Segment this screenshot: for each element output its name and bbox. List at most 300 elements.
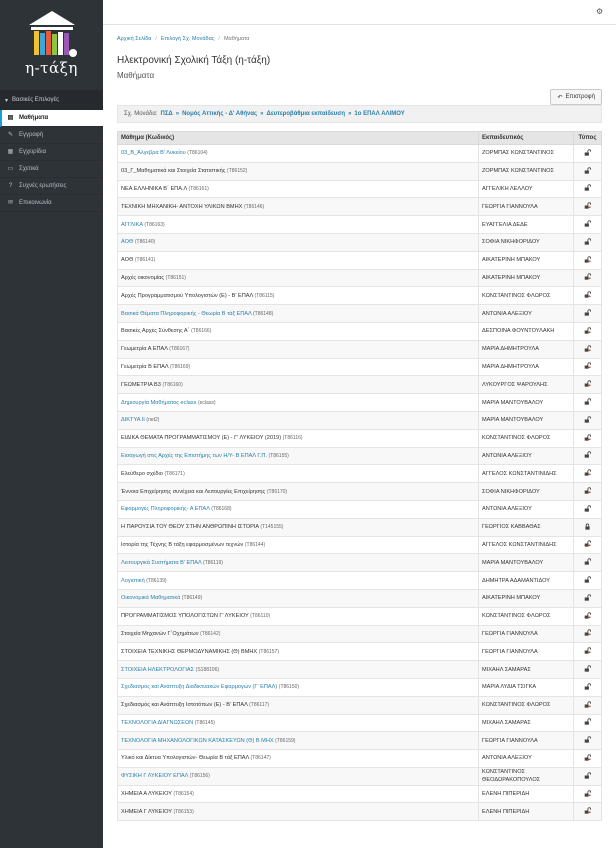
sidebar-item-manuals[interactable] <box>0 144 103 161</box>
login-lock-icon <box>584 490 591 496</box>
table-row <box>118 518 602 536</box>
unlocked-icon <box>584 312 591 318</box>
type-cell <box>574 376 602 394</box>
type-cell <box>574 180 602 198</box>
type-cell <box>574 340 602 358</box>
course-code: (T86104) <box>187 150 208 157</box>
type-cell <box>574 554 602 572</box>
type-cell <box>574 589 602 607</box>
course-name: Η ΠΑΡΟΥΣΙΑ ΤΟΥ ΘΕΟΥ ΣΤΗΝ ΑΝΘΡΩΠΙΝΗ ΙΣΤΟΡΙΑ <box>121 524 259 531</box>
teacher-cell: ΑΓΓΕΛΟΣ ΚΩΝΣΤΑΝΤΙΝΙΔΗΣ <box>479 465 574 483</box>
type-cell <box>574 483 602 501</box>
page-title: Ηλεκτρονική Σχολική Τάξη (η-τάξη) <box>117 55 271 66</box>
header-type: Τύπος <box>574 132 602 145</box>
type-cell <box>574 625 602 643</box>
login-lock-icon <box>584 543 591 549</box>
course-code: (T145155) <box>260 524 284 531</box>
teacher-cell: ΑΓΓΕΛΟΣ ΚΩΝΣΤΑΝΤΙΝΙΔΗΣ <box>479 536 574 554</box>
course-name: Αρχές Προγραμματισμού Υπολογιστών (Ε) - Β' ΕΠΑΛ <box>121 292 253 299</box>
table-row <box>118 322 602 340</box>
table-row <box>118 536 602 554</box>
table-row <box>118 287 602 305</box>
course-name: Υλικό και Δίκτυα Υπολογιστών- Θεωρία Β τάξ ΕΠΑΛ <box>121 755 249 762</box>
table-row <box>118 625 602 643</box>
sidebar-section-title[interactable] <box>0 90 103 110</box>
course-cell <box>118 572 479 590</box>
course-name[interactable]: Λειτουργικά Συστήματα Β' ΕΠΑΛ <box>121 559 202 566</box>
type-cell <box>574 394 602 412</box>
unlocked-icon <box>584 739 591 745</box>
course-code: (T86154) <box>173 791 194 798</box>
course-name: ΧΗΜΕΙΑ Γ ΛΥΚΕΙΟΥ <box>121 808 172 815</box>
course-name: ΠΡΟΓΡΑΜΜΑΤΙΣΜΟΣ ΥΠΟΛΟΓΙΣΤΩΝ Γ' ΛΥΚΕΙΟΥ <box>121 613 249 620</box>
sidebar-menu <box>0 110 103 212</box>
course-name[interactable]: Εισαγωγή στις Αρχές της Επιστήμης των Η/Υ- Β ΕΠΑΛ Γ.Π. <box>121 452 267 459</box>
type-cell <box>574 607 602 625</box>
table-header-row <box>118 132 602 145</box>
top-bar <box>103 0 616 25</box>
course-cell <box>118 607 479 625</box>
course-code: (T86110) <box>250 613 271 620</box>
course-cell <box>118 233 479 251</box>
back-arrow-icon: ↶ <box>557 94 563 101</box>
breadcrumb-home[interactable]: Αρχική Σελίδα <box>117 36 152 42</box>
table-row <box>118 251 602 269</box>
course-name[interactable]: ΤΕΧΝΟΛΟΓΙΑ ΔΙΑΓΝΩΣΕΩΝ <box>121 719 194 726</box>
sidebar <box>0 0 103 848</box>
table-row <box>118 340 602 358</box>
teacher-cell: ΕΛΕΝΗ ΠΙΠΕΡΙΔΗ <box>479 785 574 803</box>
teacher-cell: ΓΕΩΡΓΙΑ ΓΙΑΝΝΟΥΛΑ <box>479 643 574 661</box>
unlocked-icon <box>584 187 591 193</box>
course-name[interactable]: ΦΥΣΙΚΗ Γ ΛΥΚΕΙΟΥ ΕΠΑΛ <box>121 773 189 780</box>
unit-school: 1ο ΕΠΑΛ ΑΛΙΜΟΥ <box>354 111 405 117</box>
table-row <box>118 216 602 234</box>
course-name[interactable]: ΤΕΧΝΟΛΟΓΙΑ ΜΗΧΑΝΟΛΟΓΙΚΩΝ ΚΑΤΑΣΚΕΥΩΝ (Θ) Β ΜΗΧ <box>121 737 274 744</box>
table-row <box>118 180 602 198</box>
table-row <box>118 572 602 590</box>
course-code: (T86163) <box>144 221 165 228</box>
gear-icon[interactable]: ⚙ <box>596 7 604 16</box>
type-cell <box>574 358 602 376</box>
course-code: (T86141) <box>134 257 156 264</box>
course-code: (T86170) <box>266 488 288 495</box>
sidebar-item-label: Επικοινωνία <box>19 200 52 206</box>
course-code: (S188106) <box>195 666 220 673</box>
type-cell <box>574 661 602 679</box>
teacher-cell: ΚΩΝΣΤΑΝΤΙΝΟΣ ΘΕΟΔΩΡΑΚΟΠΟΥΛΟΣ <box>479 767 574 785</box>
teacher-cell: ΑΝΤΩΝΙΑ ΑΛΕΞΙΟΥ <box>479 447 574 465</box>
course-code: (T86150) <box>278 684 300 691</box>
unit-path-level[interactable]: Δευτεροβάθμια εκπαίδευση <box>266 111 346 117</box>
table-row <box>118 500 602 518</box>
chevron-down-icon: ▾ <box>5 97 9 104</box>
main-content <box>103 25 616 848</box>
course-cell <box>118 803 479 821</box>
course-code: (T86171) <box>164 470 185 477</box>
courses-table <box>117 131 602 821</box>
table-row <box>118 198 602 216</box>
teacher-cell: ΚΩΝΣΤΑΝΤΙΝΟΣ ΦΛΩΡΟΣ <box>479 429 574 447</box>
login-lock-icon <box>584 259 591 265</box>
school-unit-bar <box>117 105 602 123</box>
table-row <box>118 465 602 483</box>
course-name: ΓΕΩΜΕΤΡΙΑ Β3 <box>121 381 161 388</box>
sidebar-item-label: Σχετικά <box>19 166 39 172</box>
course-cell <box>118 518 479 536</box>
back-button[interactable] <box>550 89 602 105</box>
login-lock-icon <box>584 276 591 282</box>
breadcrumb <box>117 36 602 42</box>
teacher-cell: ΑΙΚΑΤΕΡΙΝΗ ΜΠΑΚΟΥ <box>479 251 574 269</box>
logo[interactable] <box>0 0 103 84</box>
course-code: (T86155) <box>268 452 289 459</box>
course-code: (T86166) <box>191 328 212 335</box>
teacher-cell: ΜΑΡΙΑ ΔΗΜΗΤΡΟΥΛΑ <box>479 358 574 376</box>
course-name[interactable]: Εφαρμογές Πληροφορικής- Α ΕΠΑΛ <box>121 506 210 513</box>
teacher-cell: ΣΟΦΙΑ ΝΙΚΗΦΟΡΙΔΟΥ <box>479 233 574 251</box>
sidebar-item-label: Εγχειρίδια <box>19 149 47 155</box>
course-cell <box>118 465 479 483</box>
teacher-cell: ΕΛΕΝΗ ΠΙΠΕΡΙΔΗ <box>479 803 574 821</box>
table-row <box>118 162 602 180</box>
edit-icon: ✎ <box>7 131 14 138</box>
unlocked-icon <box>584 721 591 727</box>
table-row <box>118 447 602 465</box>
question-icon: ? <box>8 182 13 189</box>
header-course: Μάθημα (Κωδικός) <box>118 132 479 145</box>
teacher-cell: ΔΗΜΗΤΡΑ ΑΔΑΜΑΝΤΙΔΟΥ <box>479 572 574 590</box>
course-code: (T86149) <box>181 595 203 602</box>
type-cell <box>574 305 602 323</box>
course-code: (T86146) <box>243 203 265 210</box>
course-code: (T86145) <box>194 719 216 726</box>
course-code: (T86160) <box>162 381 183 388</box>
teacher-cell: ΜΑΡΙΑ ΔΗΜΗΤΡΟΥΛΑ <box>479 340 574 358</box>
course-name: 03_Γ_Μαθηματικά και Στοιχεία Στατιστικής <box>121 168 226 175</box>
course-name: Στοιχεία Μηχανών Γ΄Οχημάτων <box>121 630 199 637</box>
type-cell <box>574 251 602 269</box>
type-cell <box>574 198 602 216</box>
course-name[interactable]: Λογιστική <box>121 577 145 584</box>
course-cell <box>118 322 479 340</box>
type-cell <box>574 145 602 163</box>
type-cell <box>574 732 602 750</box>
course-code: (T86144) <box>244 541 266 548</box>
header-teacher: Εκπαιδευτικός <box>479 132 574 145</box>
course-code: (T86161) <box>188 185 209 192</box>
course-cell <box>118 625 479 643</box>
course-cell <box>118 340 479 358</box>
course-code: (T86140) <box>134 239 156 246</box>
type-cell <box>574 465 602 483</box>
type-cell <box>574 162 602 180</box>
back-button-label: Επιστροφή <box>565 94 595 100</box>
course-cell <box>118 145 479 163</box>
teacher-cell: ΚΩΝΣΤΑΝΤΙΝΟΣ ΦΛΩΡΟΣ <box>479 607 574 625</box>
login-lock-icon <box>584 205 591 211</box>
type-cell <box>574 322 602 340</box>
course-code: (T86115) <box>254 292 275 299</box>
course-cell <box>118 554 479 572</box>
course-cell <box>118 661 479 679</box>
course-code: (T86157) <box>258 648 280 655</box>
teacher-cell: ΖΟΡΜΠΑΣ ΚΩΝΣΤΑΝΤΙΝΟΣ <box>479 162 574 180</box>
type-cell <box>574 518 602 536</box>
course-name: Έννοια Επιχείρησης συνέχεια και Λειτουργίες Επιχείρησης <box>121 488 266 495</box>
unlocked-icon <box>584 170 591 176</box>
teacher-cell: ΣΟΦΙΑ ΝΙΚΗΦΟΡΙΔΟΥ <box>479 483 574 501</box>
course-cell <box>118 198 479 216</box>
teacher-cell: ΜΙΧΑΗΛ ΣΑΜΑΡΑΣ <box>479 714 574 732</box>
login-lock-icon <box>584 330 591 336</box>
type-cell <box>574 233 602 251</box>
teacher-cell: ΜΙΧΑΗΛ ΣΑΜΑΡΑΣ <box>479 661 574 679</box>
teacher-cell: ΖΟΡΜΠΑΣ ΚΩΝΣΤΑΝΤΙΝΟΣ <box>479 145 574 163</box>
type-cell <box>574 803 602 821</box>
teacher-cell: ΓΕΩΡΓΙΑ ΓΙΑΝΝΟΥΛΑ <box>479 732 574 750</box>
login-lock-icon <box>584 294 591 300</box>
teacher-cell: ΑΝΤΩΝΙΑ ΑΛΕΞΙΟΥ <box>479 305 574 323</box>
teacher-cell: ΜΑΡΙΑ ΜΑΝΤΟΥΒΑΛΟΥ <box>479 411 574 429</box>
course-name: ΧΗΜΕΙΑ Α ΛΥΚΕΙΟΥ <box>121 791 172 798</box>
unit-separator: » <box>260 111 264 117</box>
unlocked-icon <box>584 508 591 514</box>
unlocked-icon <box>584 401 591 407</box>
course-cell <box>118 287 479 305</box>
type-cell <box>574 447 602 465</box>
table-row <box>118 145 602 163</box>
unit-path-prefecture[interactable]: Νομός Αττικής - Δ' Αθήνας <box>182 111 258 117</box>
type-cell <box>574 500 602 518</box>
course-code: (T86151) <box>165 274 186 281</box>
table-row <box>118 696 602 714</box>
unlocked-icon <box>584 419 591 425</box>
table-row <box>118 394 602 412</box>
course-code: (T86156) <box>189 773 210 780</box>
course-cell <box>118 305 479 323</box>
teacher-cell: ΓΕΩΡΓΙΑ ΓΙΑΝΝΟΥΛΑ <box>479 198 574 216</box>
teacher-cell: ΕΥΑΓΓΕΛΙΑ ΔΕΔΕ <box>479 216 574 234</box>
sidebar-item-faq[interactable] <box>0 178 103 195</box>
unlocked-icon <box>584 668 591 674</box>
course-code: (eclass) <box>197 399 216 406</box>
type-cell <box>574 678 602 696</box>
teacher-cell: ΑΝΤΩΝΙΑ ΑΛΕΞΙΟΥ <box>479 750 574 768</box>
login-lock-icon <box>584 793 591 799</box>
course-name: Ιστορία της Τέχνης Β τάξη εφαρμοσμένων τεχνών <box>121 541 244 548</box>
unit-separator: » <box>348 111 352 117</box>
course-name[interactable]: ΑΟΘ <box>121 239 134 246</box>
teacher-cell: ΜΑΡΙΑ ΛΥΔΙΑ ΤΣΙΓΚΑ <box>479 678 574 696</box>
breadcrumb-select-unit[interactable]: Επιλογή Σχ. Μονάδας <box>160 36 215 42</box>
course-name: Ελεύθερο σχέδιο <box>121 470 163 477</box>
unlocked-icon <box>584 152 591 158</box>
sidebar-item-label: Συχνές ερωτήσεις <box>19 183 67 189</box>
teacher-cell: ΜΑΡΙΑ ΜΑΝΤΟΥΒΑΛΟΥ <box>479 554 574 572</box>
sidebar-item-label: Μαθήματα <box>19 115 49 121</box>
course-cell <box>118 411 479 429</box>
course-code: (T86147) <box>250 755 271 762</box>
course-cell <box>118 732 479 750</box>
course-cell <box>118 500 479 518</box>
teacher-cell: ΑΓΓΕΛΙΚΗ ΛΕΛΛΟΥ <box>479 180 574 198</box>
course-code: (T86142) <box>200 630 221 637</box>
envelope-icon: ✉ <box>7 199 14 206</box>
manual-icon: ▦ <box>7 148 14 155</box>
teacher-cell: ΑΝΤΩΝΙΑ ΑΛΕΞΙΟΥ <box>479 500 574 518</box>
teacher-cell: ΔΕΣΠΟΙΝΑ ΦΟΥΝΤΟΥΛΑΚΗ <box>479 322 574 340</box>
table-row <box>118 643 602 661</box>
type-cell <box>574 287 602 305</box>
course-name: Αρχές οικονομίας <box>121 274 165 281</box>
course-name: ΑΟΘ <box>121 257 134 264</box>
type-cell <box>574 269 602 287</box>
unlocked-icon <box>584 686 591 692</box>
book-icon: ▤ <box>7 114 14 121</box>
login-lock-icon <box>584 615 591 621</box>
login-lock-icon <box>584 650 591 656</box>
breadcrumb-current: Μαθήματα <box>223 36 250 42</box>
course-name: Βασικές Αρχές Σύνθεσης Α΄ <box>121 328 190 335</box>
course-code: (T86152) <box>227 168 248 175</box>
unit-separator: » <box>175 111 180 117</box>
table-row <box>118 358 602 376</box>
table-row <box>118 376 602 394</box>
table-row <box>118 732 602 750</box>
teacher-cell: ΚΩΝΣΤΑΝΤΙΝΟΣ ΦΛΩΡΟΣ <box>479 287 574 305</box>
course-cell <box>118 678 479 696</box>
login-lock-icon <box>584 632 591 638</box>
course-code: (T86148) <box>253 310 274 317</box>
teacher-cell: ΑΙΚΑΤΕΡΙΝΗ ΜΠΑΚΟΥ <box>479 269 574 287</box>
course-code: (T86139) <box>146 577 167 584</box>
login-lock-icon <box>584 704 591 710</box>
eclass-logo-icon <box>17 7 87 77</box>
course-cell <box>118 536 479 554</box>
table-row <box>118 767 602 785</box>
course-name[interactable]: ΑΓΓΛΙΚΑ <box>121 221 143 228</box>
type-cell <box>574 643 602 661</box>
type-cell <box>574 767 602 785</box>
logo-text: η-τάξη <box>25 59 78 77</box>
unlocked-icon <box>584 561 591 567</box>
course-code: (T86117) <box>249 702 270 709</box>
info-card-icon: ▭ <box>7 165 14 172</box>
course-name[interactable]: Σχεδιασμός και Ανάπτυξη Διαδικτυακών Εφαρμογών (Γ' ΕΠΑΛ) <box>121 684 278 691</box>
login-lock-icon <box>584 437 591 443</box>
course-name: ΤΕΧΝΙΚΗ ΜΗΧΑΝΙΚΗ- ΑΝΤΟΧΗ ΥΛΙΚΩΝ ΒΜΗΧ <box>121 203 243 210</box>
sidebar-item-contact[interactable] <box>0 195 103 212</box>
course-name: ΝΕΑ ΕΛΛΗΝΙΚΑ Β΄ ΕΠΑ.Λ <box>121 185 187 192</box>
unlocked-icon <box>584 223 591 229</box>
table-row <box>118 678 602 696</box>
course-name[interactable]: Δημιουργία Μαθήματος eclass <box>121 399 197 406</box>
course-cell <box>118 750 479 768</box>
type-cell <box>574 429 602 447</box>
table-row <box>118 803 602 821</box>
course-cell <box>118 785 479 803</box>
course-name: Γεωμετρία Α ΕΠΑΛ <box>121 346 168 353</box>
unlocked-icon <box>584 775 591 781</box>
course-name: ΕΙΔΙΚΑ ΘΕΜΑΤΑ ΠΡΟΓΡΑΜΜΑΤΙΣΜΟΥ (Ε) - Γ' ΛΥΚΕΙΟΥ (2019) <box>121 435 282 442</box>
course-cell <box>118 269 479 287</box>
login-lock-icon <box>584 810 591 816</box>
course-name: Γεωμετρία Β ΕΠΑΛ <box>121 363 169 370</box>
type-cell <box>574 536 602 554</box>
type-cell <box>574 411 602 429</box>
table-row <box>118 661 602 679</box>
course-name[interactable]: Οικονομικά Μαθηματικά <box>121 595 181 602</box>
table-row <box>118 411 602 429</box>
course-cell <box>118 643 479 661</box>
sidebar-item-about[interactable] <box>0 161 103 178</box>
course-cell <box>118 162 479 180</box>
table-row <box>118 233 602 251</box>
course-name: ΣΤΟΙΧΕΙΑ ΤΕΧΝΙΚΗΣ ΘΕΡΜΟΔΥΝΑΜΙΚΗΣ (Θ) ΒΜΗΧ <box>121 648 258 655</box>
course-code: (net2) <box>146 417 160 424</box>
login-lock-icon <box>584 348 591 354</box>
teacher-cell: ΛΥΚΟΥΡΓΟΣ ΨΑΡΟΥΛΗΣ <box>479 376 574 394</box>
table-row <box>118 714 602 732</box>
unit-path-root[interactable]: ΠΣΔ <box>160 111 173 117</box>
course-code: (T86168) <box>211 506 232 513</box>
table-row <box>118 589 602 607</box>
sidebar-item-courses[interactable] <box>0 110 103 127</box>
course-cell <box>118 216 479 234</box>
unit-prefix: Σχ. Μονάδα: <box>124 111 158 117</box>
type-cell <box>574 714 602 732</box>
unlocked-icon <box>584 241 591 247</box>
course-name[interactable]: Βασικά Θέματα Πληροφορικής - Θεωρία Β τάξ ΕΠΑΛ <box>121 310 252 317</box>
type-cell <box>574 750 602 768</box>
type-cell <box>574 572 602 590</box>
teacher-cell: ΓΕΩΡΓΙΟΣ ΚΑΒΒΑΘΑΣ <box>479 518 574 536</box>
sidebar-item-register[interactable] <box>0 127 103 144</box>
type-cell <box>574 785 602 803</box>
teacher-cell: ΑΙΚΑΤΕΡΙΝΗ ΜΠΑΚΟΥ <box>479 589 574 607</box>
course-name[interactable]: ΣΤΟΙΧΕΙΑ ΗΛΕΚΤΡΟΛΟΓΙΑΣ <box>121 666 195 673</box>
locked-icon <box>584 526 591 532</box>
course-code: (T86167) <box>169 346 190 353</box>
page-subtitle: Μαθήματα <box>117 71 155 80</box>
login-lock-icon <box>584 757 591 763</box>
course-cell <box>118 767 479 785</box>
course-name: Σχεδιασμός και Ανάπτυξη Ιστοτόπων (Ε) - Β' ΕΠΑΛ <box>121 702 248 709</box>
course-cell <box>118 394 479 412</box>
breadcrumb-separator: / <box>218 36 220 42</box>
course-name[interactable]: 03_Β_Άλγεβρα Β' Λυκείου <box>121 150 186 157</box>
table-row <box>118 785 602 803</box>
unlocked-icon <box>584 454 591 460</box>
login-lock-icon <box>584 383 591 389</box>
course-cell <box>118 180 479 198</box>
table-row <box>118 750 602 768</box>
table-row <box>118 554 602 572</box>
table-row <box>118 483 602 501</box>
course-cell <box>118 251 479 269</box>
teacher-cell: ΓΕΩΡΓΙΑ ΓΙΑΝΝΟΥΛΑ <box>479 625 574 643</box>
course-cell <box>118 696 479 714</box>
table-row <box>118 269 602 287</box>
course-cell <box>118 714 479 732</box>
course-cell <box>118 358 479 376</box>
course-name[interactable]: ΔΙΚΤΥΑ ΙΙ <box>121 417 145 424</box>
course-code: (T86116) <box>282 435 303 442</box>
course-code: (T86169) <box>169 363 191 370</box>
type-cell <box>574 696 602 714</box>
course-cell <box>118 447 479 465</box>
